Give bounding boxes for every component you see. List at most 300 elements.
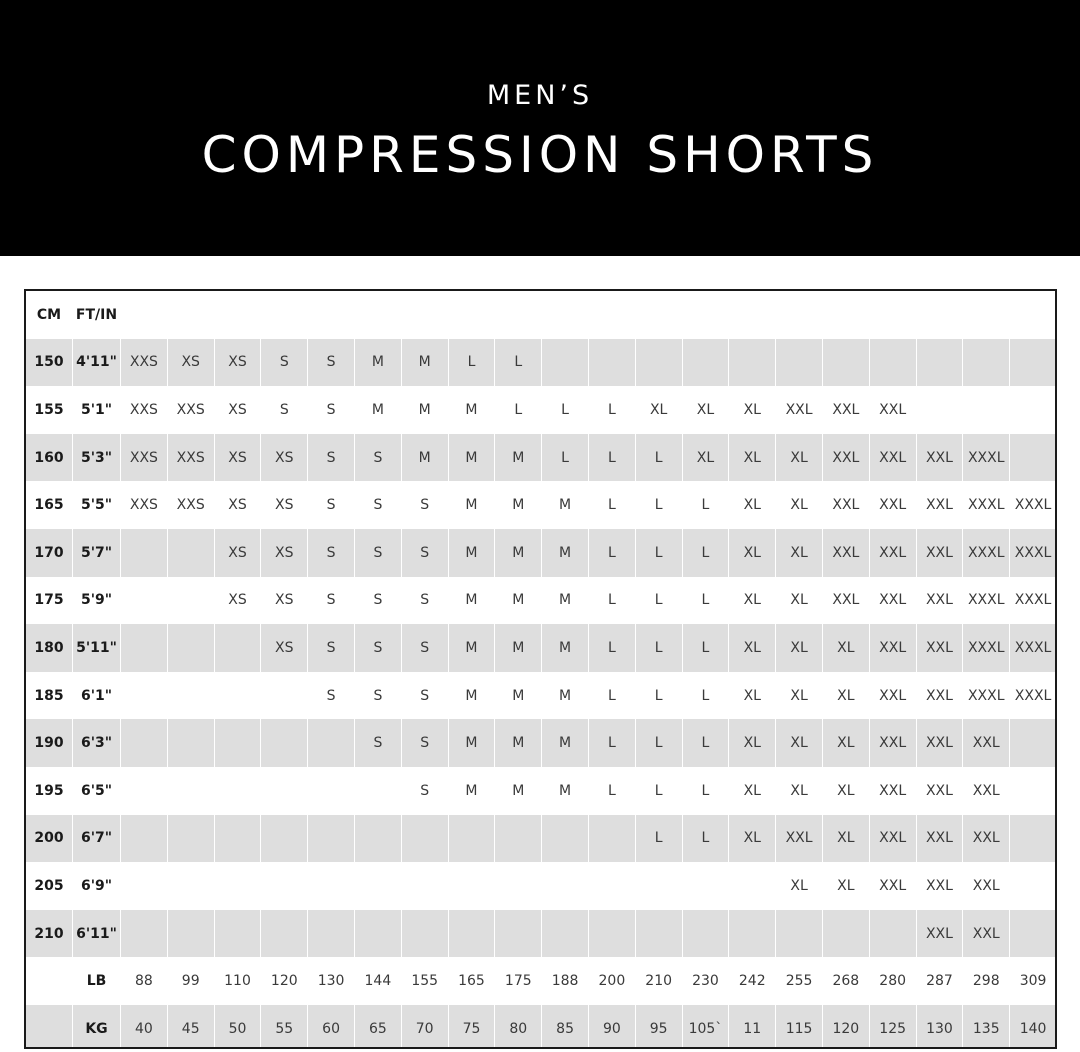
size-chart [24,289,1057,1049]
size-cell: S [308,339,355,387]
size-cell: XL [729,815,776,863]
size-cell [167,815,214,863]
height-cm: 185 [26,672,73,720]
size-cell [308,862,355,910]
size-cell: XL [822,624,869,672]
height-row [26,719,1057,767]
size-cell: M [401,386,448,434]
size-cell [588,862,635,910]
weight-kg: 125 [869,1005,916,1049]
height-row [26,386,1057,434]
size-cell: XXXL [963,577,1010,625]
size-cell: M [401,434,448,482]
size-cell: XXL [916,624,963,672]
size-cell: L [588,577,635,625]
empty-cell [729,291,776,339]
size-cell [729,910,776,958]
height-row [26,339,1057,387]
size-cell: L [588,481,635,529]
size-cell [822,339,869,387]
weight-lb: 144 [354,957,401,1005]
size-cell: XXL [963,910,1010,958]
col-header-cm: CM [26,291,73,339]
size-cell [869,910,916,958]
height-cm: 175 [26,577,73,625]
height-cm: 160 [26,434,73,482]
size-cell: XXXL [963,624,1010,672]
size-cell: XXL [916,672,963,720]
size-cell: S [354,719,401,767]
size-cell: XXL [916,767,963,815]
size-cell [121,672,168,720]
size-cell: L [588,434,635,482]
size-cell: S [354,624,401,672]
height-cm: 165 [26,481,73,529]
size-cell: XS [167,339,214,387]
size-cell: XL [682,434,729,482]
empty-cell [869,291,916,339]
size-cell [121,767,168,815]
size-cell [682,862,729,910]
size-cell: XL [729,434,776,482]
size-cell: XXL [822,577,869,625]
size-cell: XXL [963,862,1010,910]
size-cell [682,910,729,958]
size-cell: S [308,577,355,625]
size-cell: M [354,386,401,434]
size-cell: L [542,434,589,482]
size-cell: M [495,624,542,672]
size-cell [167,767,214,815]
size-cell [682,339,729,387]
size-cell [542,910,589,958]
weight-lb: 255 [776,957,823,1005]
size-cell: XL [729,719,776,767]
weight-kg: 60 [308,1005,355,1049]
weight-kg: 85 [542,1005,589,1049]
size-cell [401,815,448,863]
size-cell [214,767,261,815]
size-cell: L [682,624,729,672]
weight-lb-row [26,957,1057,1005]
weight-lb: 165 [448,957,495,1005]
size-cell: L [542,386,589,434]
weight-lb: 155 [401,957,448,1005]
weight-lb: 120 [261,957,308,1005]
size-cell: M [448,529,495,577]
size-cell: XXL [916,434,963,482]
empty-cell [776,291,823,339]
empty-cell [26,957,73,1005]
size-cell [214,672,261,720]
size-cell: XS [261,481,308,529]
height-cm: 210 [26,910,73,958]
weight-kg: 140 [1010,1005,1057,1049]
empty-cell [26,1005,73,1049]
empty-cell [1010,291,1057,339]
weight-kg: 55 [261,1005,308,1049]
size-cell [729,862,776,910]
size-cell: XXL [963,767,1010,815]
size-cell: XL [822,719,869,767]
empty-cell [822,291,869,339]
height-cm: 205 [26,862,73,910]
size-cell [635,862,682,910]
size-cell [261,862,308,910]
size-cell [167,624,214,672]
weight-lb: 298 [963,957,1010,1005]
size-cell: XL [729,481,776,529]
empty-cell [542,291,589,339]
size-cell: XXL [963,719,1010,767]
weight-lb: 130 [308,957,355,1005]
size-cell [261,719,308,767]
size-cell [167,529,214,577]
header-banner [0,0,1080,256]
size-cell: XXL [822,529,869,577]
size-cell: L [682,481,729,529]
size-cell: L [448,339,495,387]
size-cell: L [495,339,542,387]
size-cell: XXL [916,862,963,910]
size-cell: XL [776,529,823,577]
weight-kg: 90 [588,1005,635,1049]
height-cm: 190 [26,719,73,767]
height-cm: 170 [26,529,73,577]
size-cell: XXXL [963,434,1010,482]
size-cell [776,910,823,958]
size-cell [261,672,308,720]
size-cell [308,815,355,863]
size-cell: M [448,481,495,529]
size-cell: XL [729,529,776,577]
size-cell [167,719,214,767]
size-cell: L [682,577,729,625]
size-cell: XXL [869,434,916,482]
size-cell: XXXL [1010,529,1057,577]
weight-lb: 230 [682,957,729,1005]
size-cell: XXL [869,481,916,529]
size-cell: XS [261,434,308,482]
size-cell: L [588,719,635,767]
size-cell [121,529,168,577]
size-cell [1010,767,1057,815]
size-cell: L [682,815,729,863]
size-cell: L [635,481,682,529]
weight-lb: 210 [635,957,682,1005]
size-cell [354,767,401,815]
size-cell: XL [729,767,776,815]
size-cell: M [495,577,542,625]
size-cell: S [308,529,355,577]
size-cell [1010,339,1057,387]
size-cell [916,386,963,434]
size-cell: XXL [822,481,869,529]
size-cell: M [542,624,589,672]
size-cell: XXL [916,719,963,767]
weight-kg: 45 [167,1005,214,1049]
size-cell: XXXL [1010,624,1057,672]
size-cell: XXXL [963,672,1010,720]
size-cell: S [401,624,448,672]
weight-lb: 175 [495,957,542,1005]
kg-label: KG [73,1005,121,1049]
size-cell: S [354,434,401,482]
weight-kg: 120 [822,1005,869,1049]
size-cell: S [308,624,355,672]
weight-lb: 242 [729,957,776,1005]
size-cell: XXL [916,481,963,529]
weight-kg: 135 [963,1005,1010,1049]
empty-cell [354,291,401,339]
height-ftin: 6'5" [73,767,121,815]
size-cell [1010,434,1057,482]
size-cell: M [542,529,589,577]
size-cell [167,672,214,720]
height-row [26,767,1057,815]
size-cell: XXL [869,815,916,863]
size-cell: M [542,767,589,815]
size-cell: XXL [822,386,869,434]
size-cell: XS [214,386,261,434]
height-ftin: 5'7" [73,529,121,577]
empty-cell [401,291,448,339]
size-cell: XXL [869,386,916,434]
weight-kg: 70 [401,1005,448,1049]
height-ftin: 6'3" [73,719,121,767]
size-cell [121,624,168,672]
size-cell [354,815,401,863]
weight-lb: 280 [869,957,916,1005]
size-cell: XXL [776,815,823,863]
size-cell: S [354,529,401,577]
size-cell: XL [729,624,776,672]
size-cell [167,862,214,910]
size-cell: S [401,672,448,720]
height-row [26,434,1057,482]
height-row [26,672,1057,720]
size-cell: XS [261,624,308,672]
size-cell: L [635,434,682,482]
size-cell [1010,815,1057,863]
size-cell: S [308,386,355,434]
height-row [26,577,1057,625]
size-cell: XXS [167,434,214,482]
page-subtitle: MEN’S [486,80,594,111]
size-cell: S [308,672,355,720]
size-cell [1010,386,1057,434]
col-header-ftin: FT/IN [73,291,121,339]
size-cell: S [401,529,448,577]
size-cell [308,910,355,958]
size-cell: XS [261,577,308,625]
height-row [26,815,1057,863]
empty-cell [121,291,168,339]
size-cell: M [448,624,495,672]
empty-cell [963,291,1010,339]
size-cell: XXL [869,529,916,577]
size-cell: M [495,434,542,482]
size-cell [121,719,168,767]
size-cell [214,815,261,863]
weight-kg: 95 [635,1005,682,1049]
size-cell [121,862,168,910]
size-cell: XS [214,481,261,529]
height-row [26,624,1057,672]
size-cell [448,815,495,863]
height-ftin: 5'5" [73,481,121,529]
size-cell: M [354,339,401,387]
size-cell: XXL [869,862,916,910]
size-cell: XXS [121,481,168,529]
size-cell: XXL [916,910,963,958]
size-cell: S [401,481,448,529]
size-cell [963,339,1010,387]
height-cm: 150 [26,339,73,387]
size-cell: S [401,767,448,815]
size-cell: L [588,672,635,720]
size-cell [121,910,168,958]
weight-kg-row [26,1005,1057,1049]
height-ftin: 5'9" [73,577,121,625]
size-cell: L [682,719,729,767]
size-cell: M [495,719,542,767]
size-cell [214,624,261,672]
empty-cell [495,291,542,339]
size-cell [916,339,963,387]
size-cell [542,339,589,387]
size-cell: XXXL [963,481,1010,529]
height-ftin: 5'3" [73,434,121,482]
size-cell: M [542,481,589,529]
size-cell: L [588,386,635,434]
size-cell: S [401,577,448,625]
height-ftin: 6'1" [73,672,121,720]
size-cell [308,767,355,815]
size-cell: XXL [916,577,963,625]
size-cell: M [448,386,495,434]
size-cell: XXL [916,815,963,863]
height-ftin: 6'7" [73,815,121,863]
size-cell: XXL [822,434,869,482]
size-cell: XXS [121,434,168,482]
size-cell: M [495,767,542,815]
size-cell: XL [776,767,823,815]
size-cell [401,910,448,958]
weight-kg: 11 [729,1005,776,1049]
size-cell: L [635,624,682,672]
size-cell: XL [822,815,869,863]
size-cell: XXXL [1010,672,1057,720]
weight-kg: 65 [354,1005,401,1049]
size-cell [167,910,214,958]
size-cell: M [448,672,495,720]
lb-label: LB [73,957,121,1005]
empty-cell [635,291,682,339]
size-cell: XXS [167,386,214,434]
size-cell: XS [261,529,308,577]
size-cell: L [682,529,729,577]
size-cell: XXL [869,624,916,672]
size-cell: M [542,719,589,767]
weight-kg: 130 [916,1005,963,1049]
size-cell [1010,719,1057,767]
size-cell: M [448,577,495,625]
weight-kg: 75 [448,1005,495,1049]
size-cell [635,910,682,958]
empty-cell [448,291,495,339]
size-cell [354,910,401,958]
size-cell [214,910,261,958]
size-cell: XL [822,767,869,815]
height-row [26,910,1057,958]
size-cell: XXS [121,339,168,387]
size-cell: XL [729,386,776,434]
size-cell: XL [776,481,823,529]
size-cell [588,339,635,387]
size-cell: XS [214,529,261,577]
height-cm: 180 [26,624,73,672]
weight-kg: 80 [495,1005,542,1049]
size-cell [729,339,776,387]
size-cell [495,910,542,958]
size-cell: L [635,577,682,625]
weight-lb: 110 [214,957,261,1005]
size-cell: XXL [963,815,1010,863]
size-cell [448,910,495,958]
empty-cell [261,291,308,339]
size-cell: XL [729,577,776,625]
size-cell: L [635,672,682,720]
empty-cell [308,291,355,339]
size-cell: M [542,672,589,720]
size-cell [869,339,916,387]
empty-cell [588,291,635,339]
empty-cell [916,291,963,339]
size-cell: XXL [776,386,823,434]
weight-kg: 105` [682,1005,729,1049]
height-ftin: 5'1" [73,386,121,434]
size-cell: L [635,815,682,863]
size-cell: L [588,624,635,672]
weight-lb: 309 [1010,957,1057,1005]
size-cell [822,910,869,958]
height-cm: 195 [26,767,73,815]
header-row [26,291,1057,339]
empty-cell [682,291,729,339]
size-cell: XXS [121,386,168,434]
height-ftin: 6'9" [73,862,121,910]
size-cell: L [635,719,682,767]
size-cell: S [401,719,448,767]
size-cell: XL [776,577,823,625]
size-cell [354,862,401,910]
page-title: COMPRESSION SHORTS [201,126,879,184]
size-cell: S [261,386,308,434]
size-cell [121,815,168,863]
size-cell: XL [729,672,776,720]
size-cell [261,815,308,863]
weight-lb: 99 [167,957,214,1005]
size-cell: M [448,719,495,767]
size-cell [1010,910,1057,958]
size-cell [635,339,682,387]
size-cell [542,815,589,863]
height-cm: 200 [26,815,73,863]
size-cell: XXXL [1010,577,1057,625]
weight-kg: 115 [776,1005,823,1049]
size-cell: XXL [916,529,963,577]
